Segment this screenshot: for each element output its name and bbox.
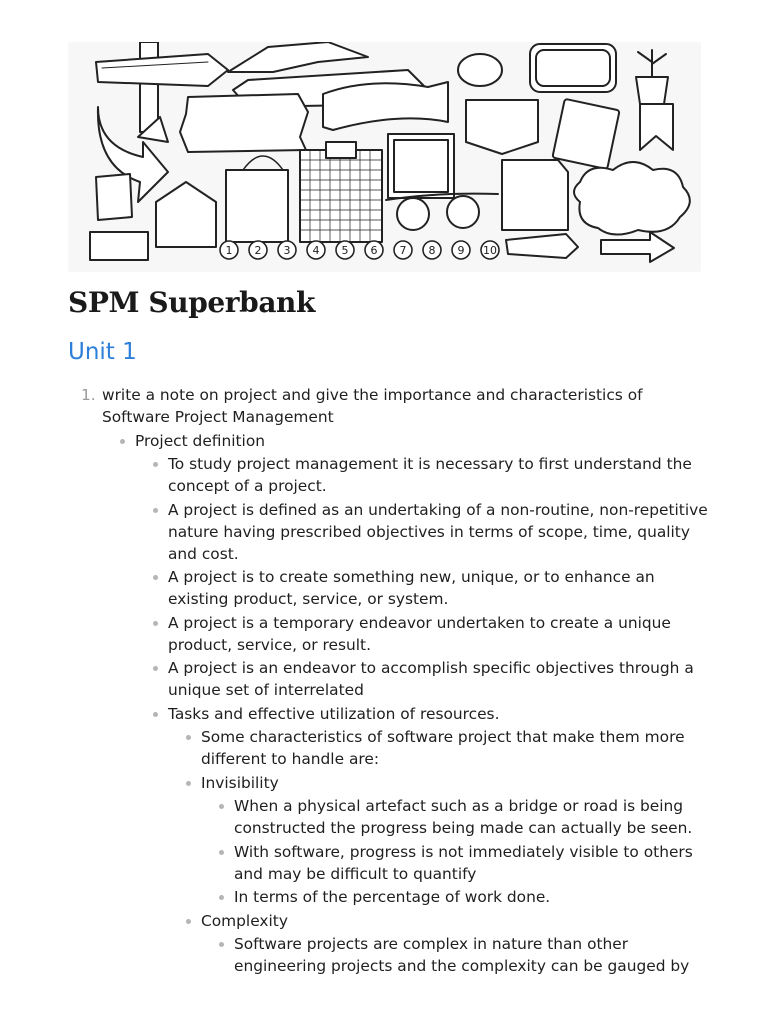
page-title: SPM Superbank (68, 286, 316, 319)
notebook-doodle (552, 99, 619, 169)
number-label: 4 (312, 244, 320, 257)
number-label: 2 (254, 244, 262, 257)
question-text: write a note on project and give the importance and characteristics of Software Project Management (102, 386, 643, 426)
list-item: When a physical artefact such as a bridge or road is being constructed the progress being made can actually be seen. (234, 795, 708, 839)
bookmark-doodle (640, 104, 673, 150)
number-label: 8 (428, 244, 436, 257)
scroll-doodle (323, 82, 448, 130)
list-item: A project is a temporary endeavor undertaken to create a unique product, service, or result. (168, 612, 708, 656)
list-item: Some characteristics of software project that make them more different to handle are: (201, 726, 708, 770)
number-label: 5 (341, 244, 349, 257)
frame-doodle (530, 44, 616, 92)
question-list (68, 384, 708, 977)
list-item: In terms of the percentage of work done. (234, 886, 708, 908)
list-item: To study project management it is necessary to first understand the concept of a project. (168, 453, 708, 497)
list-item (168, 703, 708, 978)
number-circles-doodle (220, 241, 499, 259)
bottom-ribbon-doodle (506, 234, 578, 258)
list-item: A project is an endeavor to accomplish specific objectives through a unique set of interrelated (168, 657, 708, 701)
number-label: 10 (483, 244, 497, 257)
invisibility-label: Invisibility (201, 773, 279, 792)
number-label: 9 (457, 244, 465, 257)
list-item: A project is defined as an undertaking of a non-routine, non-repetitive nature having prescribed objectives in terms of scope, time, quality and cost. (168, 500, 708, 563)
list-item (135, 430, 708, 978)
lined-note-doodle (90, 232, 148, 260)
list-item (201, 772, 708, 909)
list-item: With software, progress is not immediately visible to others and may be difficult to quantify (234, 841, 708, 885)
section-label: Project definition (135, 431, 265, 450)
complexity-label: Complexity (201, 911, 288, 930)
pocket-doodle (466, 100, 538, 154)
right-arrow-doodle (601, 232, 674, 262)
list-item-text: Tasks and effective utilization of resources. (168, 704, 500, 723)
ribbon-doodle (228, 42, 368, 72)
cloud-doodle (574, 162, 690, 235)
folded-paper-doodle (502, 160, 568, 230)
doodle-banner-image (68, 42, 701, 272)
small-scroll-doodle (96, 174, 132, 220)
list-item: Software projects are complex in nature than other engineering projects and the complexity can be gauged by (234, 933, 708, 977)
hearts-doodle (386, 194, 498, 230)
sticky-note-doodle (226, 170, 288, 242)
list-item (201, 910, 708, 978)
number-label: 1 (225, 244, 233, 257)
round-frame-doodle (458, 54, 502, 86)
number-label: 6 (370, 244, 378, 257)
number-label: 3 (283, 244, 291, 257)
list-item: A project is to create something new, unique, or to enhance an existing product, service, or system. (168, 566, 708, 610)
square-frame-doodle (388, 134, 454, 198)
grid-note-doodle (300, 142, 382, 242)
torn-note-doodle (180, 94, 308, 152)
tag-doodle (156, 182, 216, 247)
question-item (102, 384, 708, 977)
plant-doodle (636, 50, 668, 104)
unit-heading: Unit 1 (68, 339, 137, 365)
number-label: 7 (399, 244, 407, 257)
